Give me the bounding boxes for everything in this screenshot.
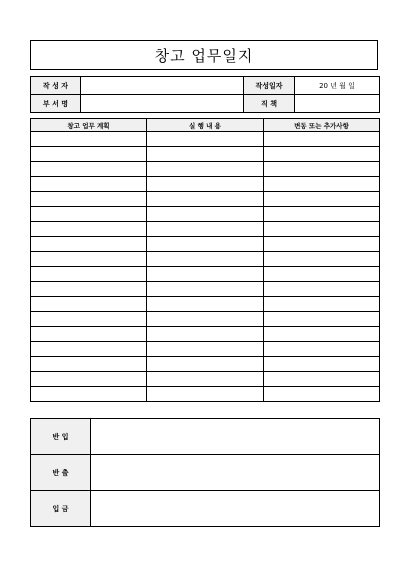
plan-cell[interactable] <box>31 237 147 252</box>
changes-cell[interactable] <box>264 252 380 267</box>
table-row <box>31 237 380 252</box>
table-row <box>31 312 380 327</box>
plan-cell[interactable] <box>31 327 147 342</box>
execution-cell[interactable] <box>147 282 264 297</box>
table-row <box>31 147 380 162</box>
execution-cell[interactable] <box>147 252 264 267</box>
plan-cell[interactable] <box>31 222 147 237</box>
table-row <box>31 267 380 282</box>
date-field[interactable]: 20 년 월 일 <box>295 77 380 95</box>
plan-cell[interactable] <box>31 297 147 312</box>
plan-cell[interactable] <box>31 147 147 162</box>
writer-field[interactable] <box>81 77 244 95</box>
execution-cell[interactable] <box>147 267 264 282</box>
changes-cell[interactable] <box>264 267 380 282</box>
plan-cell[interactable] <box>31 282 147 297</box>
changes-cell[interactable] <box>264 297 380 312</box>
changes-cell[interactable] <box>264 207 380 222</box>
execution-cell[interactable] <box>147 297 264 312</box>
execution-cell[interactable] <box>147 147 264 162</box>
dept-field[interactable] <box>81 95 244 113</box>
table-row <box>31 297 380 312</box>
plan-cell[interactable] <box>31 357 147 372</box>
execution-cell[interactable] <box>147 177 264 192</box>
plan-cell[interactable] <box>31 192 147 207</box>
plan-cell[interactable] <box>31 372 147 387</box>
plan-cell[interactable] <box>31 132 147 147</box>
work-plan-table <box>30 118 380 402</box>
table-row <box>31 192 380 207</box>
table-row <box>31 132 380 147</box>
execution-cell[interactable] <box>147 372 264 387</box>
execution-cell[interactable] <box>147 312 264 327</box>
changes-cell[interactable] <box>264 147 380 162</box>
info-table <box>30 76 380 113</box>
changes-cell[interactable] <box>264 372 380 387</box>
plan-cell[interactable] <box>31 387 147 402</box>
execution-cell[interactable] <box>147 192 264 207</box>
changes-cell[interactable] <box>264 327 380 342</box>
inbound-field[interactable] <box>91 419 380 455</box>
execution-cell[interactable] <box>147 357 264 372</box>
changes-cell[interactable] <box>264 162 380 177</box>
table-row <box>31 387 380 402</box>
changes-cell[interactable] <box>264 222 380 237</box>
changes-cell[interactable] <box>264 387 380 402</box>
plan-cell[interactable] <box>31 252 147 267</box>
table-row <box>31 327 380 342</box>
changes-cell[interactable] <box>264 192 380 207</box>
table-row <box>31 372 380 387</box>
position-label: 직 책 <box>244 95 295 113</box>
outbound-label: 반 출 <box>31 455 91 491</box>
header-changes: 변동 또는 추가사항 <box>264 119 380 132</box>
header-execution: 실 행 내 용 <box>147 119 264 132</box>
date-label: 작성일자 <box>244 77 295 95</box>
execution-cell[interactable] <box>147 327 264 342</box>
table-row <box>31 207 380 222</box>
changes-cell[interactable] <box>264 177 380 192</box>
execution-cell[interactable] <box>147 237 264 252</box>
plan-cell[interactable] <box>31 312 147 327</box>
deposit-field[interactable] <box>91 491 380 527</box>
position-field[interactable] <box>295 95 380 113</box>
plan-cell[interactable] <box>31 177 147 192</box>
changes-cell[interactable] <box>264 282 380 297</box>
plan-cell[interactable] <box>31 342 147 357</box>
changes-cell[interactable] <box>264 357 380 372</box>
table-row <box>31 162 380 177</box>
table-row <box>31 282 380 297</box>
writer-label: 작 성 자 <box>31 77 81 95</box>
table-row <box>31 342 380 357</box>
plan-cell[interactable] <box>31 267 147 282</box>
execution-cell[interactable] <box>147 222 264 237</box>
header-plan: 창고 업무 계획 <box>31 119 147 132</box>
table-row <box>31 252 380 267</box>
execution-cell[interactable] <box>147 207 264 222</box>
table-row <box>31 222 380 237</box>
changes-cell[interactable] <box>264 237 380 252</box>
deposit-label: 입 금 <box>31 491 91 527</box>
table-row <box>31 357 380 372</box>
changes-cell[interactable] <box>264 312 380 327</box>
outbound-field[interactable] <box>91 455 380 491</box>
execution-cell[interactable] <box>147 162 264 177</box>
execution-cell[interactable] <box>147 132 264 147</box>
table-row <box>31 177 380 192</box>
dept-label: 부 서 명 <box>31 95 81 113</box>
document-title: 창고 업무일지 <box>30 40 378 70</box>
changes-cell[interactable] <box>264 132 380 147</box>
plan-cell[interactable] <box>31 162 147 177</box>
execution-cell[interactable] <box>147 387 264 402</box>
inbound-label: 반 입 <box>31 419 91 455</box>
execution-cell[interactable] <box>147 342 264 357</box>
plan-cell[interactable] <box>31 207 147 222</box>
inout-table <box>30 418 380 527</box>
changes-cell[interactable] <box>264 342 380 357</box>
